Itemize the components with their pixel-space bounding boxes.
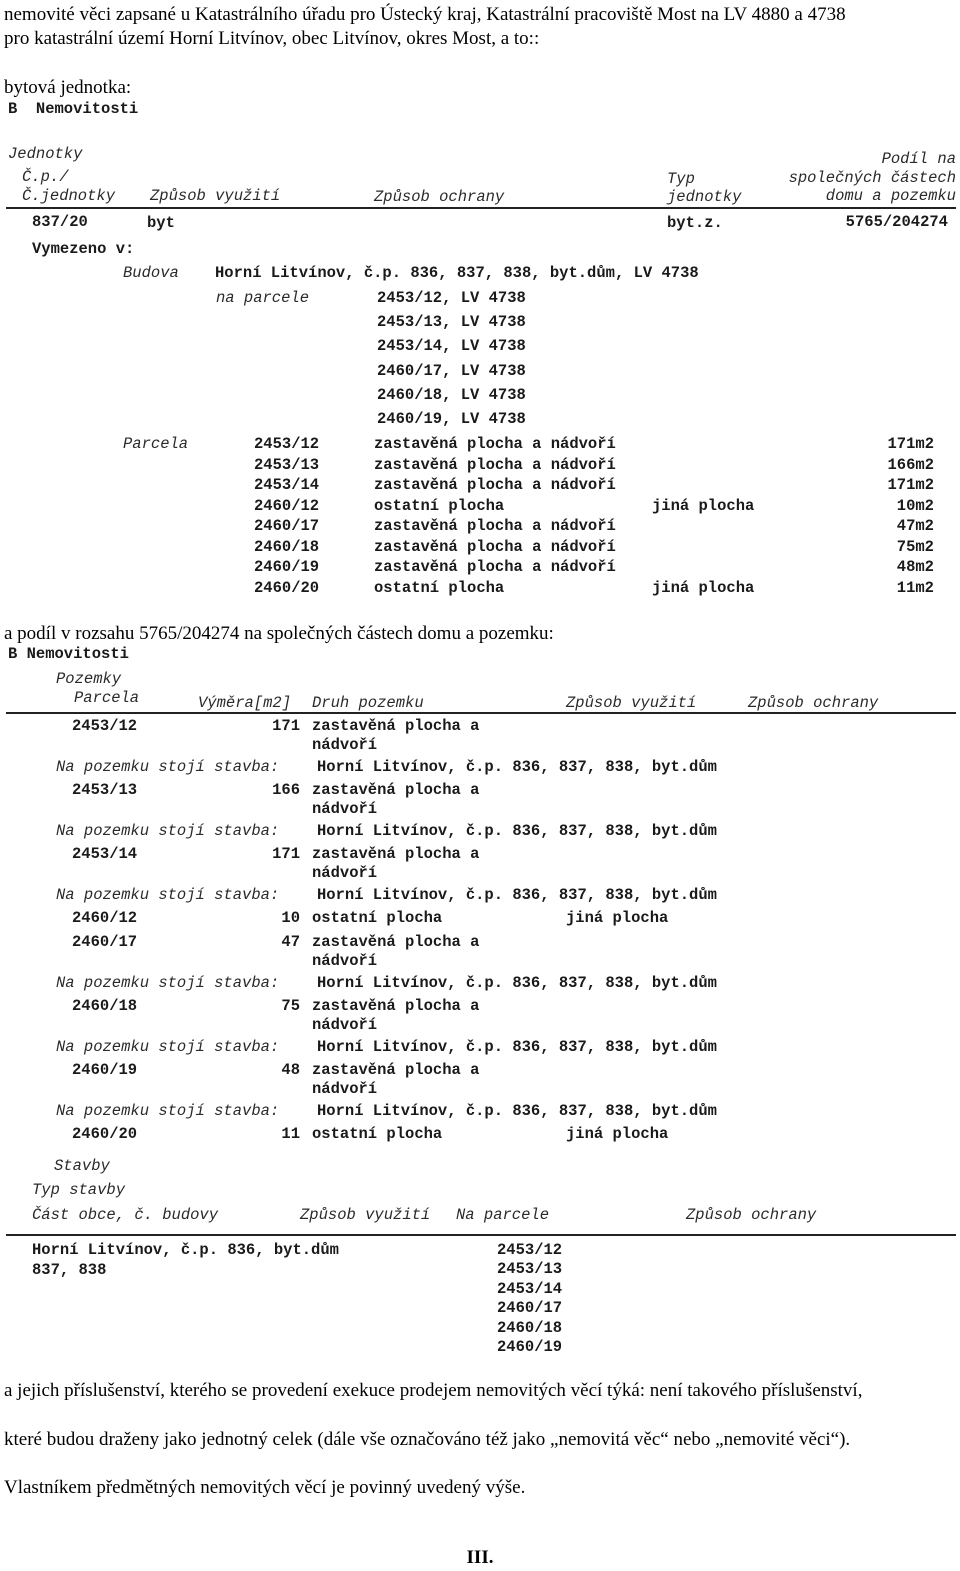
land-area: 171 — [272, 845, 300, 863]
on-parcel-item: 2460/18, LV 4738 — [377, 385, 526, 404]
on-parcel-item: 2460/17, LV 4738 — [377, 361, 526, 380]
unit-use: byt — [147, 214, 175, 232]
stands-value: Horní Litvínov, č.p. 836, 837, 838, byt.dům — [317, 886, 717, 904]
land-parcel-number: 2460/18 — [72, 996, 138, 1015]
building-parcel-item: 2460/17 — [497, 1299, 563, 1318]
intro-line-2: pro katastrální území Horní Litvínov, obec Litvínov, okres Most, a to:: — [4, 28, 540, 49]
land-kind: zastavěná plocha a — [312, 781, 480, 799]
land-kind-cont: nádvoří — [312, 736, 378, 754]
land-kind: zastavěná plocha a — [312, 996, 480, 1015]
land-parcel-number: 2453/13 — [72, 781, 138, 799]
land-area: 47 — [281, 932, 300, 951]
building-label: Budova — [123, 264, 179, 282]
land-kind-cont: nádvoří — [312, 1015, 378, 1034]
parcel-area: 48m2 — [896, 558, 934, 576]
parcel-number: 2453/13 — [254, 455, 320, 474]
parcel-area: 171m2 — [887, 435, 934, 453]
parcel-number: 2453/12 — [254, 435, 320, 453]
header-share-3: domu a pozemku — [825, 187, 956, 205]
land-area: 10 — [281, 909, 300, 927]
parcel-kind: zastavěná plocha a nádvoří — [374, 537, 616, 556]
stands-label: Na pozemku stojí stavba: — [56, 1101, 280, 1120]
header-building-protection: Způsob ochrany — [686, 1206, 817, 1224]
stands-label: Na pozemku stojí stavba: — [56, 973, 280, 992]
building-parcel-item: 2453/13 — [497, 1260, 563, 1279]
building-line-1: Horní Litvínov, č.p. 836, byt.dům — [32, 1241, 339, 1259]
unit-number: 837/20 — [32, 213, 88, 231]
land-parcel-number: 2460/17 — [72, 932, 138, 951]
parcel-number: 2460/12 — [254, 496, 320, 515]
parcel-use: jiná plocha — [652, 578, 755, 597]
unit-type: byt.z. — [667, 214, 723, 232]
section-number: III. — [466, 1547, 494, 1568]
header-building-part: Část obce, č. budovy — [32, 1206, 219, 1224]
header-area: Výměra[m2] — [198, 694, 292, 712]
unit-share: 5765/204274 — [845, 213, 948, 231]
header-protection: Způsob ochrany — [374, 188, 505, 206]
group-heading-2: Pozemky — [56, 670, 122, 688]
land-area: 171 — [272, 717, 300, 735]
land-parcel-number: 2460/20 — [72, 1124, 138, 1143]
parcel-area: 75m2 — [896, 537, 934, 556]
header-rule-3 — [6, 1234, 956, 1236]
parcel-number: 2460/17 — [254, 517, 320, 535]
header-share-1: Podíl na — [881, 150, 956, 168]
header-building-parcel: Na parcele — [456, 1206, 550, 1224]
owner-text: Vlastníkem předmětných nemovitých věcí je povinný uvedený výše. — [4, 1477, 526, 1498]
stands-label: Na pozemku stojí stavba: — [56, 822, 280, 840]
land-kind-cont: nádvoří — [312, 1079, 378, 1098]
header-parcel: Parcela — [74, 689, 140, 707]
building-parcel-item: 2460/18 — [497, 1318, 563, 1337]
parcel-label: Parcela — [123, 435, 189, 453]
building-parcel-item: 2460/19 — [497, 1338, 563, 1356]
header-type-2: jednotky — [667, 188, 742, 206]
parcel-kind: zastavěná plocha a nádvoří — [374, 435, 616, 453]
intro-line-1: nemovité věci zapsané u Katastrálního úřadu pro Ústecký kraj, Katastrální pracoviště Most na LV 4880 a 4738 — [4, 4, 846, 25]
land-area: 48 — [281, 1060, 300, 1079]
parcel-number: 2460/18 — [254, 537, 320, 556]
on-parcel-item: 2453/12, LV 4738 — [377, 289, 526, 307]
header-unit: Č.jednotky — [22, 187, 116, 205]
stands-value: Horní Litvínov, č.p. 836, 837, 838, byt.dům — [317, 1037, 717, 1056]
parcel-number: 2460/20 — [254, 578, 320, 597]
building-parcel-item: 2453/12 — [497, 1241, 563, 1259]
land-kind-cont: nádvoří — [312, 800, 378, 818]
group-heading: Jednotky — [8, 145, 83, 163]
defined-in-label: Vymezeno v: — [32, 240, 135, 258]
auction-text: které budou draženy jako jednotný celek (dále vše označováno též jako „nemovitá věc“ nebo „nemovité věci“). — [4, 1429, 851, 1450]
parcel-kind: zastavěná plocha a nádvoří — [374, 455, 616, 474]
parcel-number: 2460/19 — [254, 558, 320, 576]
header-use-2: Způsob využití — [566, 694, 697, 712]
stands-value: Horní Litvínov, č.p. 836, 837, 838, byt.dům — [317, 822, 717, 840]
land-kind-cont: nádvoří — [312, 864, 378, 882]
land-kind: zastavěná plocha a — [312, 1060, 480, 1079]
on-parcels-label: na parcele — [216, 289, 310, 307]
land-kind: zastavěná plocha a — [312, 845, 480, 863]
section-heading-2: B Nemovitosti — [8, 645, 129, 663]
parcel-number: 2453/14 — [254, 476, 320, 494]
header-building-type: Typ stavby — [32, 1181, 126, 1199]
building-line-2: 837, 838 — [32, 1261, 107, 1279]
land-parcel-number: 2453/14 — [72, 845, 138, 863]
parcel-area: 171m2 — [887, 476, 934, 494]
land-kind: ostatní plocha — [312, 1124, 443, 1143]
section-heading: B Nemovitosti — [8, 100, 139, 118]
land-use: jiná plocha — [566, 909, 669, 927]
land-parcel-number: 2453/12 — [72, 717, 138, 735]
on-parcel-item: 2453/14, LV 4738 — [377, 337, 526, 356]
header-rule — [6, 207, 956, 209]
on-parcel-item: 2460/19, LV 4738 — [377, 410, 526, 428]
parcel-area: 11m2 — [896, 578, 934, 597]
stands-value: Horní Litvínov, č.p. 836, 837, 838, byt.dům — [317, 758, 717, 776]
header-rule-2 — [6, 712, 956, 714]
share-text: a podíl v rozsahu 5765/204274 na společných částech domu a pozemku: — [4, 623, 554, 644]
on-parcel-item: 2453/13, LV 4738 — [377, 313, 526, 332]
parcel-area: 166m2 — [887, 455, 934, 474]
stands-label: Na pozemku stojí stavba: — [56, 1037, 280, 1056]
header-use: Způsob využití — [150, 187, 281, 205]
header-share-2: společných částech — [788, 169, 956, 187]
parcel-kind: ostatní plocha — [374, 578, 505, 597]
land-use: jiná plocha — [566, 1124, 669, 1143]
land-area: 166 — [272, 781, 300, 799]
header-cp: Č.p./ — [22, 168, 69, 186]
land-kind: zastavěná plocha a — [312, 717, 480, 735]
parcel-area: 10m2 — [896, 496, 934, 515]
land-kind-cont: nádvoří — [312, 951, 378, 970]
accessory-text: a jejich příslušenství, kterého se provedení exekuce prodejem nemovitých věcí týká: není takového příslušenství, — [4, 1380, 863, 1401]
stands-label: Na pozemku stojí stavba: — [56, 886, 280, 904]
header-protection-2: Způsob ochrany — [748, 694, 879, 712]
stands-value: Horní Litvínov, č.p. 836, 837, 838, byt.dům — [317, 1101, 717, 1120]
parcel-area: 47m2 — [896, 517, 934, 535]
land-area: 11 — [281, 1124, 300, 1143]
stands-value: Horní Litvínov, č.p. 836, 837, 838, byt.dům — [317, 973, 717, 992]
parcel-use: jiná plocha — [652, 496, 755, 515]
building-value: Horní Litvínov, č.p. 836, 837, 838, byt.dům, LV 4738 — [215, 264, 699, 282]
header-kind: Druh pozemku — [312, 694, 424, 712]
unit-label: bytová jednotka: — [4, 77, 132, 98]
header-building-use: Způsob využití — [300, 1206, 431, 1224]
building-parcel-item: 2453/14 — [497, 1279, 563, 1298]
land-kind: zastavěná plocha a — [312, 932, 480, 951]
land-parcel-number: 2460/19 — [72, 1060, 138, 1079]
land-parcel-number: 2460/12 — [72, 909, 138, 927]
stands-label: Na pozemku stojí stavba: — [56, 758, 280, 776]
buildings-group-heading: Stavby — [54, 1157, 110, 1175]
land-area: 75 — [281, 996, 300, 1015]
parcel-kind: zastavěná plocha a nádvoří — [374, 476, 616, 494]
header-type-1: Typ — [667, 170, 695, 188]
parcel-kind: ostatní plocha — [374, 496, 505, 515]
parcel-kind: zastavěná plocha a nádvoří — [374, 517, 616, 535]
land-kind: ostatní plocha — [312, 909, 443, 927]
parcel-kind: zastavěná plocha a nádvoří — [374, 558, 616, 576]
